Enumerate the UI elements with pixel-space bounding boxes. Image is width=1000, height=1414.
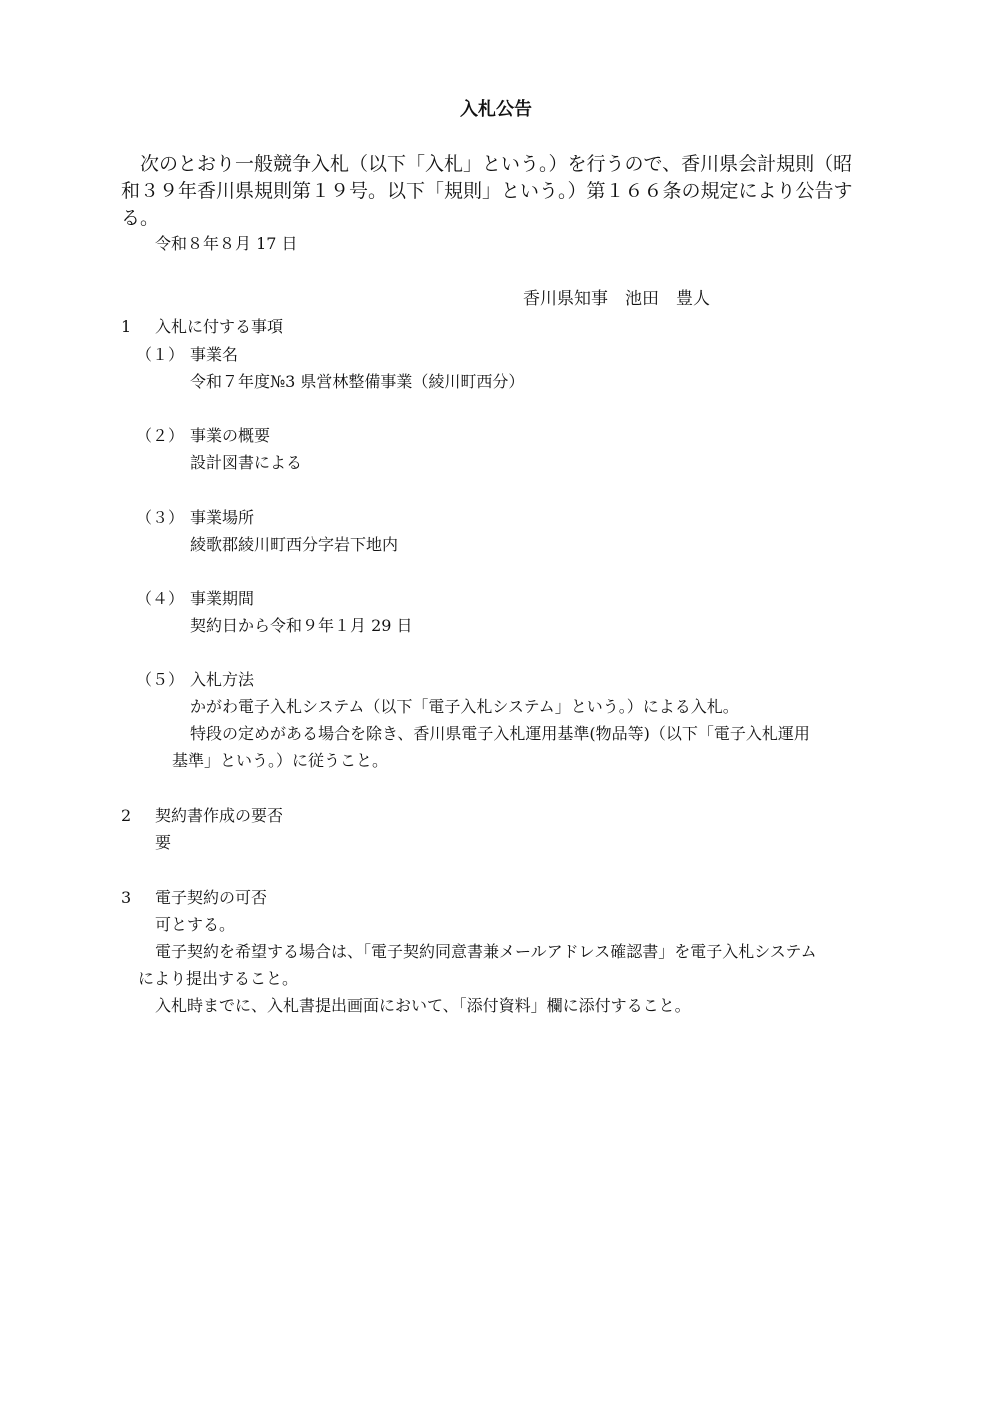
section-2-number: 2 <box>121 806 132 825</box>
section-3-line-1: 可とする。 <box>155 915 236 934</box>
intro-line-3: る。 <box>121 207 160 229</box>
section-2-line-1: 要 <box>155 833 172 852</box>
item-2-line-1: 設計図書による <box>190 453 303 472</box>
section-1-number: 1 <box>121 317 132 336</box>
section-3-line-4: 入札時までに、入札書提出画面において、「添付資料」欄に添付すること。 <box>155 996 691 1015</box>
item-2-heading: 事業の概要 <box>190 426 271 445</box>
intro-line-1: 次のとおり一般競争入札（以下「入札」という。）を行うので、香川県会計規則（昭 <box>140 153 853 175</box>
item-2-number: （２） <box>136 426 185 445</box>
item-3-heading: 事業場所 <box>190 508 255 527</box>
section-3-line-2: 電子契約を希望する場合は、「電子契約同意書兼メールアドレス確認書」を電子入札システム <box>155 942 817 961</box>
section-2-heading: 契約書作成の要否 <box>155 806 284 825</box>
intro-line-2: 和３９年香川県規則第１９号。以下「規則」という。）第１６６条の規定により公告す <box>121 180 853 202</box>
section-3-heading: 電子契約の可否 <box>155 888 268 907</box>
document-title: 入札公告 <box>460 99 532 120</box>
item-1-heading: 事業名 <box>190 345 239 364</box>
item-4-line-1: 契約日から令和９年１月 29 日 <box>190 616 413 635</box>
section-3-line-3: により提出すること。 <box>138 969 299 988</box>
item-5-line-1: かがわ電子入札システム（以下「電子入札システム」という。）による入札。 <box>190 697 739 716</box>
section-1-heading: 入札に付する事項 <box>155 317 284 336</box>
item-1-line-1: 令和７年度№3 県営林整備事業（綾川町西分） <box>190 372 525 391</box>
item-1-number: （１） <box>136 345 185 364</box>
notice-date: 令和８年８月 17 日 <box>155 234 298 253</box>
item-3-number: （３） <box>136 508 185 527</box>
item-3-line-1: 綾歌郡綾川町西分字岩下地内 <box>190 535 399 554</box>
item-4-heading: 事業期間 <box>190 589 255 608</box>
signatory: 香川県知事 池田 豊人 <box>523 289 710 309</box>
section-3-number: 3 <box>121 888 132 907</box>
item-5-line-2: 特段の定めがある場合を除き、香川県電子入札運用基準(物品等)（以下「電子入札運用 <box>190 724 810 743</box>
item-5-line-3: 基準」という。）に従うこと。 <box>172 751 389 770</box>
item-5-number: （５） <box>136 670 185 689</box>
item-5-heading: 入札方法 <box>190 670 255 689</box>
item-4-number: （４） <box>136 589 185 608</box>
